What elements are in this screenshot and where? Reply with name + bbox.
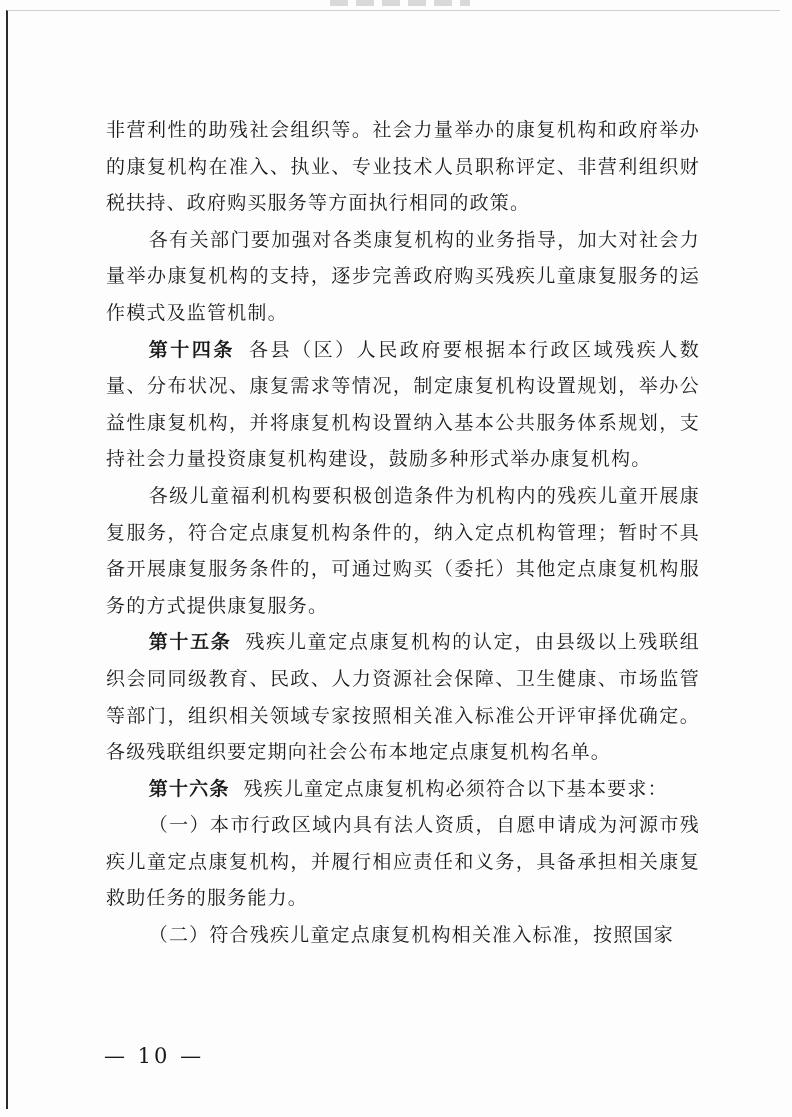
paragraph <box>106 112 700 222</box>
paragraph-text: 非营利性的助残社会组织等。社会力量举办的康复机构和政府举办的康复机构在准入、执业、专业技术人员职称评定、非营利组织财税扶持、政府购买服务等方面执行相同的政策。 <box>106 119 700 215</box>
list-item <box>106 917 700 954</box>
article-paragraph <box>106 771 700 808</box>
paragraph <box>106 478 700 624</box>
paragraph-text: 残疾儿童定点康复机构的认定，由县级以上残联组织会同同级教育、民政、人力资源社会保障、卫生健康、市场监管等部门，组织相关领域专家按照相关准入标准公开评审择优确定。各级残联组织要定期向社会公布本地定点康复机构名单。 <box>106 631 700 764</box>
paragraph-text: （一）本市行政区域内具有法人资质，自愿申请成为河源市残疾儿童定点康复机构，并履行相应责任和义务，具备承担相关康复救助任务的服务能力。 <box>106 814 700 910</box>
paragraph-text: （二）符合残疾儿童定点康复机构相关准入标准，按照国家 <box>148 924 674 947</box>
list-item <box>106 807 700 917</box>
paragraph-text: 残疾儿童定点康复机构必须符合以下基本要求： <box>243 777 668 800</box>
paragraph-text: 各县（区）人民政府要根据本行政区域残疾人数量、分布状况、康复需求等情况，制定康复机构设置规划，举办公益性康复机构，并将康复机构设置纳入基本公共服务体系规划，支持社会力量投资康复机构建设，鼓励多种形式举办康复机构。 <box>106 338 701 471</box>
paragraph-text: 各级儿童福利机构要积极创造条件为机构内的残疾儿童开展康复服务，符合定点康复机构条件的，纳入定点机构管理；暂时不具备开展康复服务条件的，可通过购买（委托）其他定点康复机构服务的方式提供康复服务。 <box>106 484 700 617</box>
paragraph-text: 各有关部门要加强对各类康复机构的业务指导，加大对社会力量举办康复机构的支持，逐步完善政府购买残疾儿童康复服务的运作模式及监管机制。 <box>106 228 700 324</box>
document-body <box>106 112 700 954</box>
page-number: — 10 — <box>104 1044 205 1068</box>
article-heading: 第十五条 <box>148 631 232 654</box>
article-heading: 第十六条 <box>148 777 230 800</box>
article-paragraph <box>106 332 700 478</box>
scan-artifact <box>330 0 470 6</box>
article-heading: 第十四条 <box>148 338 235 361</box>
paragraph <box>106 222 700 332</box>
article-paragraph <box>106 624 700 770</box>
